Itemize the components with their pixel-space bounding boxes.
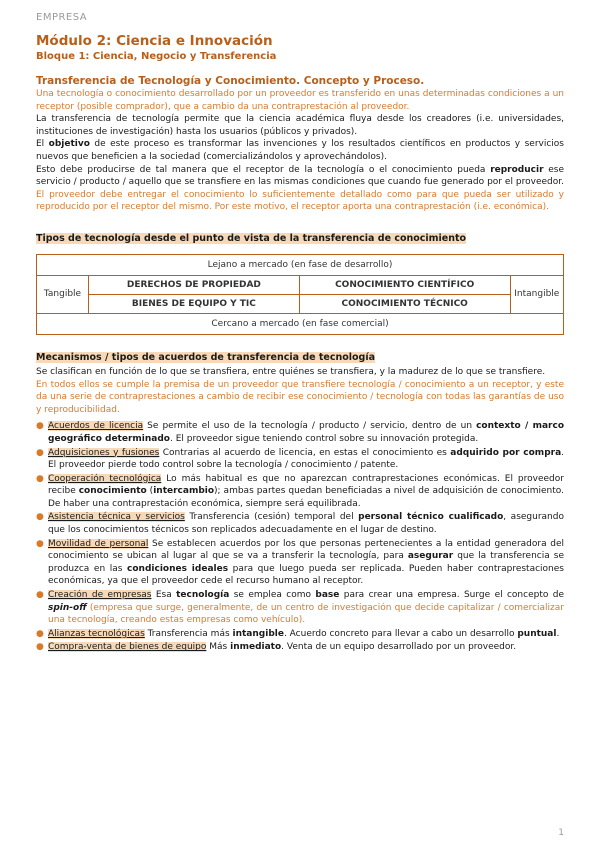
technology-types-table — [36, 254, 564, 335]
mechanism-list — [36, 420, 564, 654]
table-cell-property-rights: DERECHOS DE PROPIEDAD — [88, 275, 299, 294]
bullet-icon: ● — [36, 447, 44, 458]
table-cell-technical-knowledge: CONOCIMIENTO TÉCNICO — [299, 294, 510, 313]
bullet-icon: ● — [36, 628, 44, 639]
paragraph-objective: El objetivo de este proceso es transformar las invenciones y los resultados científicos en productos y servicios nuevos que beneficien a la sociedad (comercializándolos y aprovechándolos). — [36, 139, 564, 162]
table-cell-equipment: BIENES DE EQUIPO Y TIC — [88, 294, 299, 313]
section-heading-mechanisms: Mecanismos / tipos de acuerdos de transferencia de tecnología — [36, 351, 376, 363]
list-item: ● Adquisiciones y fusiones Contrarias al acuerdo de licencia, en estas el conocimiento es adquirido por compra. El proveedor pierde todo control sobre la tecnología / conocimiento / patente. — [36, 447, 565, 471]
list-item: ● Compra-venta de bienes de equipo Más inmediato. Venta de un equipo desarrollado por un proveedor. — [36, 642, 517, 653]
module-title: Módulo 2: Ciencia e Innovación — [36, 33, 273, 49]
list-item: ● Creación de empresas Esa tecnología se emplea como base para crear una empresa. Surge el concepto de spin-off (empresa que surge, generalmente, de un centro de investigación que decide capitalizar / comercializar una tecnología, creando estas empresas como vehículo). — [36, 590, 565, 626]
bullet-icon: ● — [36, 421, 44, 432]
table-right-label: Intangible — [510, 275, 563, 313]
bullet-icon: ● — [36, 642, 44, 653]
page-number: 1 — [558, 828, 564, 838]
table-cell-scientific-knowledge: CONOCIMIENTO CIENTÍFICO — [299, 275, 510, 294]
bullet-icon: ● — [36, 512, 44, 523]
document-page — [36, 12, 564, 655]
section-heading-mechanisms-wrap — [36, 345, 564, 365]
list-item: ● Cooperación tecnológica Lo más habitual es que no aparezcan contraprestaciones económicas. El proveedor recibe conocimiento (intercambio); ambas partes quedan beneficiadas a nivel de adquisición de conocimiento. De haber una contraprestación económica, siempre será equilibrada. — [36, 473, 565, 509]
bullet-icon: ● — [36, 473, 44, 484]
bullet-icon: ● — [36, 538, 44, 549]
paragraph-premise: En todos ellos se cumple la premisa de un proveedor que transfiere tecnología / conocimiento a un receptor, y este da una serie de contraprestaciones a cambio de recibir ese conocimiento / tecnología con todas las garantías de uso y reproducibilidad. — [36, 379, 564, 415]
running-header: EMPRESA — [36, 12, 88, 23]
paragraph-definition: Una tecnología o conocimiento desarrollado por un proveedor es transferido en unas determinadas condiciones a un receptor (posible comprador), que a cambio da una contraprestación al proveedor. — [36, 89, 564, 112]
paragraph-classification: Se clasifican en función de lo que se transfiera, entre quiénes se transfiera, y la madurez de lo que se transfiere. — [36, 366, 546, 377]
list-item: ● Asistencia técnica y servicios Transferencia (cesión) temporal del personal técnico cualificado, asegurando que los conocimientos técnicos son replicados adecuadamente en el lugar de destino. — [36, 512, 564, 536]
table-bottom-label: Cercano a mercado (en fase comercial) — [37, 313, 564, 334]
list-item: ● Acuerdos de licencia Se permite el uso de la tecnología / producto / servicio, dentro de un contexto / marco geográfico determinado. El proveedor sigue teniendo control sobre su innovación protegida. — [36, 421, 565, 444]
list-item: ● Movilidad de personal Se establecen acuerdos por los que personas pertenecientes a la entidad generadora del conocimiento se ubican al lugar al que se va a transferir la tecnología, para asegurar que la transferencia se produzca en las condiciones ideales para que luego pueda ser replicada. Pueden haber contraprestaciones económicas, ya que el proveedor cede el recurso humano al receptor. — [36, 538, 564, 587]
bullet-icon: ● — [36, 590, 44, 601]
block-subtitle: Bloque 1: Ciencia, Negocio y Transferencia — [36, 51, 277, 62]
section-heading-types-wrap — [36, 226, 564, 246]
table-left-label: Tangible — [37, 275, 89, 313]
list-item: ● Alianzas tecnológicas Transferencia más intangible. Acuerdo concreto para llevar a cabo un desarrollo puntual. — [36, 628, 560, 639]
paragraph-flow: La transferencia de tecnología permite que la ciencia académica fluya desde los creadores (i.e. universidades, instituciones de investigación) hasta los usuarios (públicos y privados). — [36, 114, 564, 137]
section-heading-transfer: Transferencia de Tecnología y Conocimiento. Concepto y Proceso. — [36, 75, 425, 87]
table-top-label: Lejano a mercado (en fase de desarrollo) — [37, 254, 564, 275]
paragraph-reproduce: Esto debe producirse de tal manera que el receptor de la tecnología o el conocimiento pueda reproducir ese servicio / producto / aquello que se transfiere en las mismas condiciones que cuando fue generado por el proveedor. El proveedor debe entregar el conocimiento lo suficientemente detallado como para que pueda ser utilizado y reproducido por el receptor del mismo. Por este motivo, el receptor aporta una contraprestación (i.e. económica). — [36, 164, 565, 213]
section-heading-types: Tipos de tecnología desde el punto de vista de la transferencia de conocimiento — [36, 232, 467, 244]
